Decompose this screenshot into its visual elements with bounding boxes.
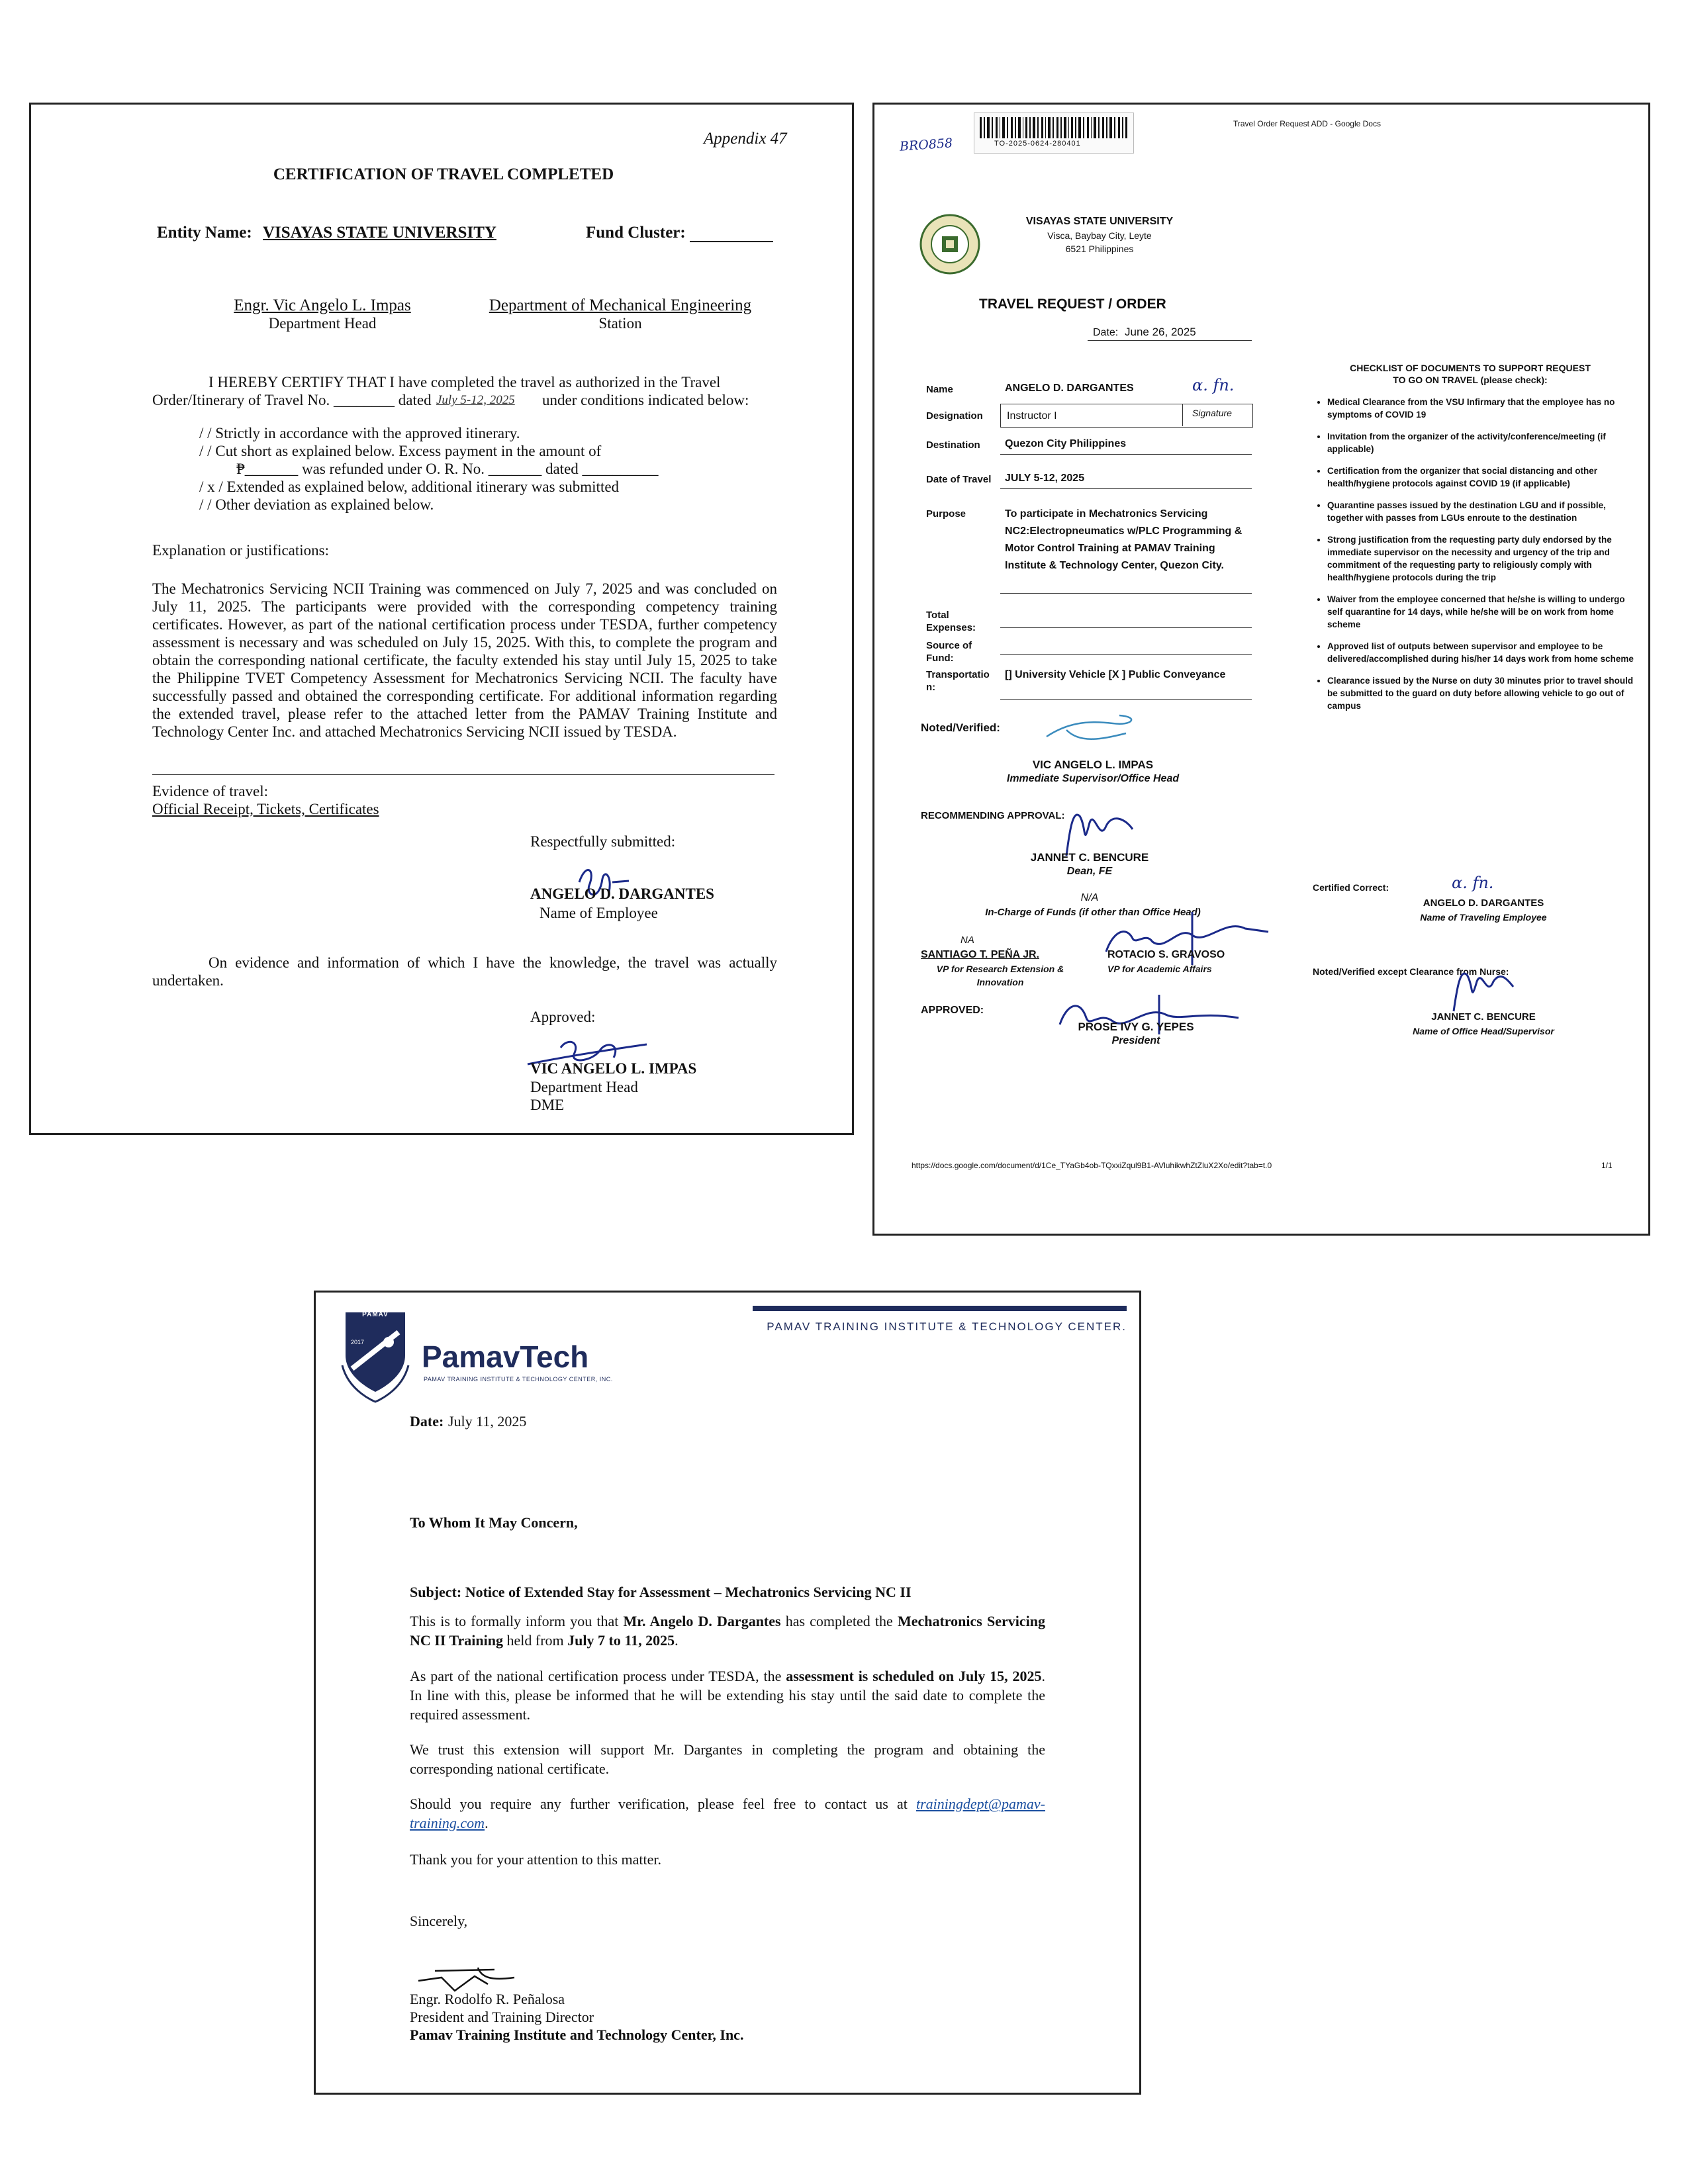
salutation: To Whom It May Concern,	[410, 1514, 578, 1531]
evidence-statement: On evidence and information of which I have the knowledge, the travel was actually undertaken.	[152, 954, 777, 989]
p4-end: .	[485, 1815, 489, 1831]
footer-page-number: 1/1	[1601, 1161, 1613, 1170]
paragraph-support: We trust this extension will support Mr. Dargantes in completing the program and obtaining the corresponding national certificate.	[410, 1741, 1045, 1777]
total-expenses-line	[1000, 627, 1252, 628]
certified-signature: ɑ. fn.	[1452, 874, 1494, 892]
explanation-label: Explanation or justifications:	[152, 542, 330, 559]
fund-cluster-label: Fund Cluster:	[586, 224, 686, 242]
designation-divider	[1182, 404, 1183, 426]
checklist-item: • Waiver from the employee concerned that he/she is willing to undergo self quarantine for 14 days, while he/she will be on work from home scheme	[1327, 593, 1638, 631]
document-title: CERTIFICATION OF TRAVEL COMPLETED	[273, 165, 614, 183]
entity-name-label: Entity Name:	[157, 224, 252, 242]
option-other: / / Other deviation as explained below.	[199, 496, 434, 513]
department-head-label: Department Head	[268, 315, 377, 332]
header-bar	[753, 1306, 1127, 1311]
dean-name: JANNET C. BENCURE	[1030, 851, 1149, 864]
transportation-value: [] University Vehicle [X ] Public Conveyance	[1005, 669, 1226, 680]
option-cut-short: / / Cut short as explained below. Excess payment in the amount of	[199, 443, 602, 459]
checklist-item: • Certification from the organizer that social distancing and other health/hygiene protocols against COVID 19 (if applicable)	[1327, 465, 1638, 490]
pamavtech-logo-text: PamavTech	[422, 1340, 589, 1374]
barcode-icon	[980, 117, 1128, 138]
name-label: Name	[926, 384, 953, 395]
total-expenses-label: Total Expenses:	[926, 610, 976, 633]
p1-text-3: held from	[503, 1632, 568, 1649]
p2-assessment-date: assessment is scheduled on July 15, 2025	[786, 1668, 1042, 1684]
university-name: VISAYAS STATE UNIVERSITY	[1025, 216, 1174, 227]
destination-value: Quezon City Philippines	[1005, 438, 1127, 449]
noted-title: Immediate Supervisor/Office Head	[1006, 773, 1180, 784]
transportation-line	[1000, 699, 1252, 700]
certify-line-2a: Order/Itinerary of Travel No. ________ dated	[152, 392, 432, 408]
certified-name: ANGELO D. DARGANTES	[1423, 897, 1544, 909]
funds-na: N/A	[1080, 892, 1099, 903]
entity-name-value: VISAYAS STATE UNIVERSITY	[263, 224, 496, 242]
date-of-travel-label: Date of Travel	[926, 474, 992, 485]
checklist	[1311, 396, 1638, 721]
date-line	[1088, 340, 1252, 341]
closing: Sincerely,	[410, 1913, 468, 1929]
p2-text: As part of the national certification process under TESDA, the	[410, 1668, 786, 1684]
shield-top-text: PAMAV	[362, 1311, 389, 1318]
signer-title: President and Training Director	[410, 2009, 594, 2025]
requester-signature: ɑ. fn.	[1192, 376, 1235, 394]
station-label: Station	[598, 315, 642, 332]
paragraph-verification	[410, 1794, 1045, 1833]
appendix-label: Appendix 47	[704, 130, 787, 148]
print-header: Travel Order Request ADD - Google Docs	[1233, 119, 1381, 128]
department-head-name: Engr. Vic Angelo L. Impas	[234, 296, 411, 314]
letter-date-label: Date:	[410, 1413, 444, 1430]
purpose-line	[1000, 593, 1252, 594]
travel-request-order-document	[872, 103, 1650, 1236]
respectfully-submitted-label: Respectfully submitted:	[530, 833, 676, 850]
date-of-travel-line	[1000, 488, 1252, 489]
supervisor-title: Name of Office Head/Supervisor	[1413, 1026, 1554, 1036]
checklist-item: • Medical Clearance from the VSU Infirmary that the employee has no symptoms of COVID 19	[1327, 396, 1638, 421]
p2-text-2: . In line with this, please be informed that he will be extending his stay until the said date to complete the required assessment.	[410, 1668, 1045, 1723]
vp-academic-signature	[1093, 905, 1272, 972]
shield-year: 2017	[350, 1339, 365, 1345]
vp-research-na: NA	[961, 934, 974, 946]
handwritten-code: BRO858	[899, 136, 953, 154]
signer-organization: Pamav Training Institute and Technology Center, Inc.	[410, 2026, 744, 2043]
certified-correct-label: Certified Correct:	[1313, 882, 1389, 893]
noted-except-nurse-label: Noted/Verified except Clearance from Nurse:	[1313, 966, 1509, 977]
supervisor-name: JANNET C. BENCURE	[1431, 1011, 1536, 1023]
university-address-1: Visca, Baybay City, Leyte	[1047, 230, 1152, 241]
p1-participant: Mr. Angelo D. Dargantes	[623, 1613, 781, 1629]
checklist-title: CHECKLIST OF DOCUMENTS TO SUPPORT REQUEST	[1350, 363, 1591, 373]
station-name: Department of Mechanical Engineering	[489, 296, 752, 314]
contact-email-link[interactable]: trainingdept@pamav-training.com	[410, 1796, 1045, 1831]
university-seal-icon	[919, 214, 980, 275]
supervisor-signature	[1444, 962, 1517, 1015]
barcode-number: TO-2025-0624-280401	[994, 140, 1081, 148]
certify-line-1: I HEREBY CERTIFY THAT I have completed the travel as authorized in the Travel	[209, 374, 721, 390]
form-title: TRAVEL REQUEST / ORDER	[979, 296, 1166, 312]
option-strict: / / Strictly in accordance with the approved itinerary.	[199, 425, 520, 441]
evidence-value: Official Receipt, Tickets, Certificates	[152, 801, 379, 817]
approver-unit: DME	[530, 1097, 565, 1113]
option-refund: ₱_______ was refunded under O. R. No. _______ dated __________	[236, 461, 659, 477]
approved-label: APPROVED:	[921, 1005, 984, 1016]
pamavtech-logo-tagline: PAMAV TRAINING INSTITUTE & TECHNOLOGY CENTER, INC.	[424, 1376, 613, 1383]
designation-value: Instructor I	[1007, 410, 1057, 422]
purpose-value: To participate in Mechatronics Servicing NC2:Electropneumatics w/PLC Programming & Motor Control Training at PAMAV Training Institute & Technology Center, Quezon City.	[1005, 508, 1243, 571]
noted-signature	[1040, 710, 1146, 750]
name-value: ANGELO D. DARGANTES	[1005, 383, 1134, 394]
president-name: PROSE IVY G. YEPES	[1078, 1021, 1194, 1033]
p1-training: Mechatronics Servicing NC II Training	[410, 1613, 1045, 1649]
footer-url: https://docs.google.com/document/d/1Ce_TYaGb4ob-TQxxiZqul9B1-AVluhikwhZtZluX2Xo/edit?tab=t.0	[912, 1161, 1272, 1170]
purpose-label: Purpose	[926, 508, 966, 520]
checklist-item: • Strong justification from the requesting party duly endorsed by the immediate supervisor on the necessity and urgency of the trip and commitment of the requesting party to religiously comply with health/hygiene protocols during the trip	[1327, 533, 1638, 584]
approved-label: Approved:	[530, 1009, 596, 1025]
vp-research-title-2: Innovation	[976, 977, 1024, 987]
fund-cluster-blank	[690, 241, 773, 242]
letter-date-value: July 11, 2025	[448, 1413, 527, 1430]
source-of-fund-label: Source of Fund:	[926, 640, 972, 664]
travel-order-date: July 5-12, 2025	[436, 393, 515, 407]
pamav-shield-icon	[336, 1306, 415, 1405]
approver-name: VIC ANGELO L. IMPAS	[530, 1060, 697, 1077]
signature-label: Signature	[1192, 408, 1232, 418]
p1-dates: July 7 to 11, 2025	[567, 1632, 675, 1649]
vp-academic-title: VP for Academic Affairs	[1107, 964, 1212, 974]
dean-title: Dean, FE	[1066, 866, 1113, 877]
designation-label: Designation	[926, 410, 983, 422]
evidence-label: Evidence of travel:	[152, 783, 268, 799]
certify-line-2b: under conditions indicated below:	[542, 392, 749, 408]
date-label: Date:	[1093, 327, 1119, 338]
president-title: President	[1111, 1035, 1160, 1046]
barcode-sticker	[974, 113, 1134, 154]
certified-title: Name of Traveling Employee	[1420, 912, 1547, 923]
travel-certificate-document	[29, 103, 854, 1135]
in-charge-of-funds-title: In-Charge of Funds (if other than Office Head)	[985, 907, 1201, 918]
checklist-item: • Approved list of outputs between supervisor and employee to be delivered/accomplished during his/her 14 days work from home scheme	[1327, 640, 1638, 665]
p4-text: Should you require any further verification, please feel free to contact us at	[410, 1796, 916, 1812]
date-of-travel-value: JULY 5-12, 2025	[1005, 473, 1085, 484]
destination-line	[1000, 454, 1252, 455]
noted-name: VIC ANGELO L. IMPAS	[1032, 758, 1154, 771]
paragraph-assessment	[410, 1666, 1045, 1724]
checklist-subtitle: TO GO ON TRAVEL (please check):	[1393, 375, 1548, 385]
vp-academic-name: ROTACIO S. GRAVOSO	[1107, 949, 1225, 960]
approver-title: Department Head	[530, 1079, 638, 1095]
source-of-fund-line	[1000, 654, 1252, 655]
checklist-item: • Quarantine passes issued by the destination LGU and if possible, together with passes from LGUs enroute to the destination	[1327, 499, 1638, 524]
checklist-item: • Invitation from the organizer of the activity/conference/meeting (if applicable)	[1327, 430, 1638, 455]
signer-name: Engr. Rodolfo R. Peñalosa	[410, 1991, 565, 2007]
subject-line: Subject: Notice of Extended Stay for Assessment – Mechatronics Servicing NC II	[410, 1584, 912, 1600]
transportation-label: Transportation:	[926, 669, 990, 693]
vp-research-name: SANTIAGO T. PEÑA JR.	[921, 949, 1039, 960]
employee-label: Name of Employee	[539, 905, 658, 921]
date-value: June 26, 2025	[1125, 326, 1196, 338]
destination-label: Destination	[926, 439, 980, 451]
p1-end: .	[675, 1632, 679, 1649]
university-address-2: 6521 Philippines	[1065, 244, 1134, 254]
recommending-approval-label: RECOMMENDING APPROVAL:	[921, 810, 1065, 821]
explanation-text: The Mechatronics Servicing NCII Training was commenced on July 7, 2025 and was concluded on July 11, 2025. The participants were provided with the corresponding competency training certificates. However, as part of the national certification process under TESDA, further competency assessment is necessary and was scheduled on July 15, 2025. With this, to complete the program and obtain the corresponding national certificate, the faculty extended his stay until July 15, 2025 to take the Philippine TVET Competency Assessment for Mechatronics Servicing NCII. The faculty have successfully passed and obtained the corresponding certificate. For additional information regarding the extended travel, please refer to the attached letter from the PAMAV Training Institute and Technology Center Inc. and attached Mechatronics Servicing NCII issued by TESDA.	[152, 580, 777, 740]
employee-name: ANGELO D. DARGANTES	[530, 886, 714, 902]
noted-verified-label: Noted/Verified:	[921, 721, 1000, 734]
explanation-divider	[152, 774, 774, 775]
p1-text: This is to formally inform you that	[410, 1613, 624, 1629]
vp-research-title: VP for Research Extension &	[936, 964, 1064, 974]
p1-text-2: has completed the	[780, 1613, 898, 1629]
header-organization: PAMAV TRAINING INSTITUTE & TECHNOLOGY CENTER.	[767, 1320, 1127, 1333]
option-extended: / x / Extended as explained below, additional itinerary was submitted	[199, 478, 620, 495]
paragraph-completion	[410, 1612, 1045, 1650]
pamav-letter-document	[314, 1291, 1141, 2095]
paragraph-thanks: Thank you for your attention to this matter.	[410, 1851, 662, 1868]
checklist-item: • Clearance issued by the Nurse on duty 30 minutes prior to travel should be submitted to the guard on duty before allowing vehicle to go out of campus	[1327, 674, 1638, 712]
